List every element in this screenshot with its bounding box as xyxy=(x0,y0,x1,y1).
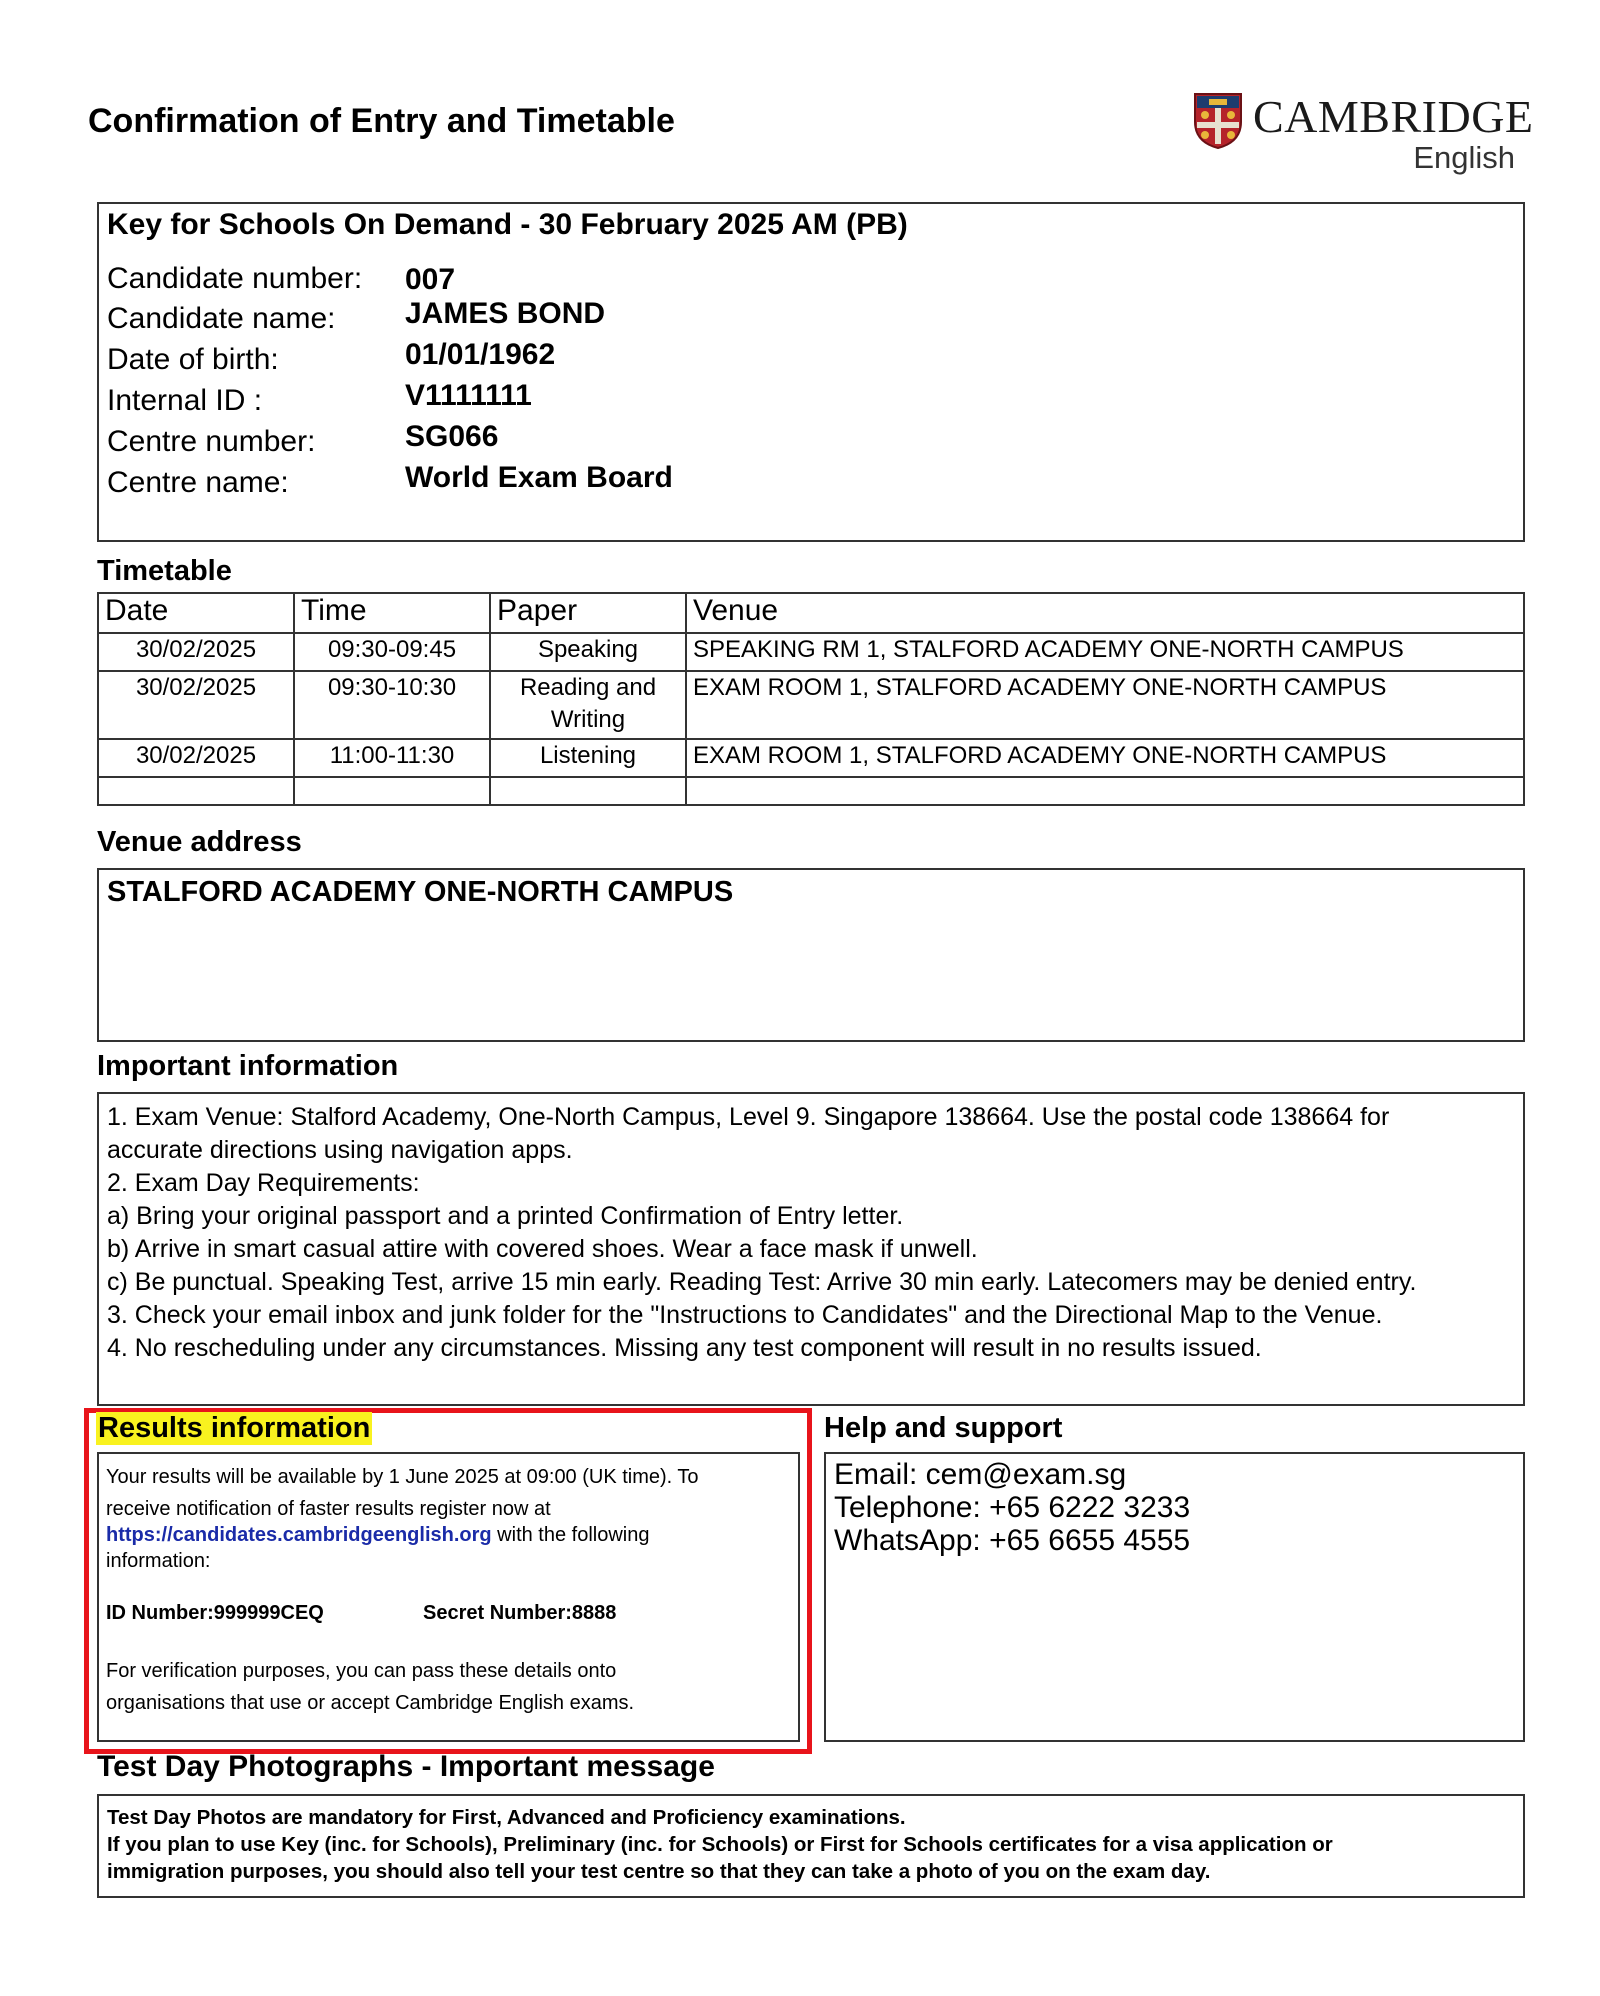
centre-number-row xyxy=(107,420,499,459)
university-shield-icon xyxy=(1193,92,1243,150)
field-value: World Exam Board xyxy=(405,461,673,494)
field-value: JAMES BOND xyxy=(405,297,606,330)
empty-cell xyxy=(98,777,294,805)
candidate-details-box xyxy=(97,202,1525,542)
timetable-heading: Timetable xyxy=(97,555,232,587)
info-line: accurate directions using navigation apps. xyxy=(107,1136,573,1164)
results-line: receive notification of faster results register now at xyxy=(106,1498,551,1520)
table-header-row xyxy=(98,593,1524,633)
results-info-box xyxy=(97,1452,800,1742)
column-header-time: Time xyxy=(294,593,490,633)
photos-line: If you plan to use Key (inc. for Schools), Preliminary (inc. for Schools) or First for Schools certificates for a visa application or xyxy=(107,1833,1333,1856)
column-header-date: Date xyxy=(98,593,294,633)
paper-line-1: Reading and xyxy=(519,674,657,701)
cell-time: 09:30-10:30 xyxy=(294,671,490,739)
results-secret-number: Secret Number:8888 xyxy=(423,1602,617,1624)
help-support-heading: Help and support xyxy=(824,1412,1063,1444)
photos-heading: Test Day Photographs - Important message xyxy=(97,1750,715,1783)
info-line: 4. No rescheduling under any circumstances. Missing any test component will result in no results issued. xyxy=(107,1334,1262,1362)
field-value: 01/01/1962 xyxy=(405,338,556,371)
exam-title: Key for Schools On Demand - 30 February 2025 AM (PB) xyxy=(107,208,908,241)
field-value: 007 xyxy=(405,263,456,296)
photos-line: immigration purposes, you should also tell your test centre so that they can take a photo of you on the exam day. xyxy=(107,1860,1211,1883)
photos-line: Test Day Photos are mandatory for First, Advanced and Proficiency examinations. xyxy=(107,1806,906,1829)
cell-paper: Listening xyxy=(490,739,686,777)
results-line: information: xyxy=(106,1550,211,1572)
venue-address-heading: Venue address xyxy=(97,826,302,858)
table-row xyxy=(98,671,1524,739)
venue-address-box xyxy=(97,868,1525,1042)
help-email: Email: cem@exam.sg xyxy=(834,1458,1127,1491)
cell-date: 30/02/2025 xyxy=(98,739,294,777)
field-label: Candidate number: xyxy=(107,262,363,295)
candidate-name-row xyxy=(107,297,606,336)
cell-venue: EXAM ROOM 1, STALFORD ACADEMY ONE-NORTH CAMPUS xyxy=(686,671,1524,739)
results-note: For verification purposes, you can pass these details onto xyxy=(106,1660,617,1682)
cell-venue: SPEAKING RM 1, STALFORD ACADEMY ONE-NORTH CAMPUS xyxy=(686,633,1524,671)
timetable-table xyxy=(97,592,1525,806)
info-line: 1. Exam Venue: Stalford Academy, One-North Campus, Level 9. Singapore 138664. Use the postal code 138664 for xyxy=(107,1103,1390,1131)
field-label: Candidate name: xyxy=(107,302,336,335)
cambridge-logo xyxy=(1193,90,1534,180)
info-line: a) Bring your original passport and a printed Confirmation of Entry letter. xyxy=(107,1202,904,1230)
field-value: SG066 xyxy=(405,420,499,453)
empty-cell xyxy=(294,777,490,805)
field-label: Centre name: xyxy=(107,466,289,499)
cell-venue: EXAM ROOM 1, STALFORD ACADEMY ONE-NORTH CAMPUS xyxy=(686,739,1524,777)
results-register-link[interactable]: https://candidates.cambridgeenglish.org xyxy=(106,1524,492,1546)
paper-line-2: Writing xyxy=(550,706,626,733)
table-row xyxy=(98,739,1524,777)
results-heading: Results information xyxy=(98,1412,371,1444)
candidate-number-row xyxy=(107,262,456,296)
help-telephone: Telephone: +65 6222 3233 xyxy=(834,1491,1191,1524)
empty-cell xyxy=(490,777,686,805)
date-of-birth-row xyxy=(107,338,556,377)
internal-id-row xyxy=(107,379,532,418)
page-title: Confirmation of Entry and Timetable xyxy=(88,102,675,140)
info-line: 2. Exam Day Requirements: xyxy=(107,1169,420,1197)
help-whatsapp: WhatsApp: +65 6655 4555 xyxy=(834,1524,1191,1557)
column-header-venue: Venue xyxy=(686,593,1524,633)
cell-paper: Speaking xyxy=(490,633,686,671)
results-line: Your results will be available by 1 June 2025 at 09:00 (UK time). To xyxy=(106,1466,699,1488)
cell-date: 30/02/2025 xyxy=(98,633,294,671)
cell-paper xyxy=(490,671,686,739)
table-row-empty xyxy=(98,777,1524,805)
cell-time: 09:30-09:45 xyxy=(294,633,490,671)
results-note: organisations that use or accept Cambridge English exams. xyxy=(106,1692,635,1714)
table-row xyxy=(98,633,1524,671)
logo-wordmark: CAMBRIDGE xyxy=(1253,91,1534,142)
info-line: 3. Check your email inbox and junk folder for the "Instructions to Candidates" and the Directional Map to the Venue. xyxy=(107,1301,1383,1329)
results-line-with-link xyxy=(106,1524,650,1547)
empty-cell xyxy=(686,777,1524,805)
field-label: Internal ID : xyxy=(107,384,263,417)
info-line: c) Be punctual. Speaking Test, arrive 15 min early. Reading Test: Arrive 30 min early. Latecomers may be denied entry. xyxy=(107,1268,1417,1296)
results-id-number: ID Number:999999CEQ xyxy=(106,1602,324,1624)
cell-time: 11:00-11:30 xyxy=(294,739,490,777)
logo-subtitle: English xyxy=(1413,140,1515,175)
results-line-rest: with the following xyxy=(491,1524,650,1546)
centre-name-row xyxy=(107,461,673,500)
important-info-heading: Important information xyxy=(97,1050,399,1082)
column-header-paper: Paper xyxy=(490,593,686,633)
venue-address-text: STALFORD ACADEMY ONE-NORTH CAMPUS xyxy=(107,876,734,908)
important-info-box xyxy=(97,1092,1525,1406)
field-value: V1111111 xyxy=(405,379,532,412)
photos-message-box xyxy=(97,1794,1525,1898)
help-support-box xyxy=(824,1452,1525,1742)
info-line: b) Arrive in smart casual attire with covered shoes. Wear a face mask if unwell. xyxy=(107,1235,978,1263)
cell-date: 30/02/2025 xyxy=(98,671,294,739)
field-label: Date of birth: xyxy=(107,343,279,376)
field-label: Centre number: xyxy=(107,425,316,458)
